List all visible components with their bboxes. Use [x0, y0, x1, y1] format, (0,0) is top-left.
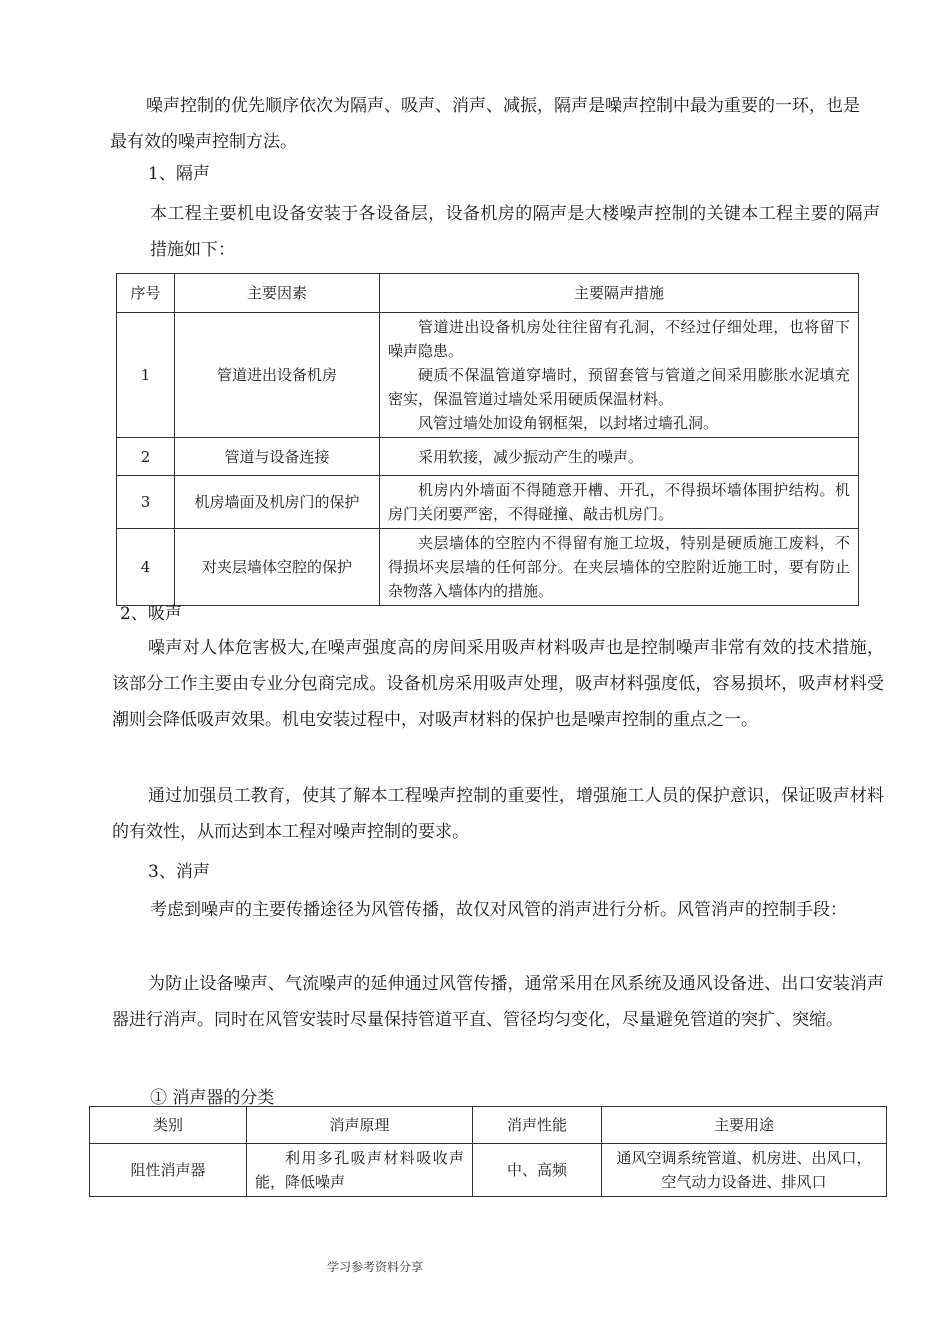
silencer-principle: [247, 1144, 473, 1197]
measure-text: 机房内外墙面不得随意开槽、开孔，不得损坏墙体围护结构。机房门关闭要严密，不得碰撞、敲击机房门。: [388, 481, 850, 523]
table2-header-usage: 主要用途: [602, 1107, 887, 1144]
row-measures: [380, 476, 859, 529]
section-heading-sound-insulation: 1、隔声: [148, 164, 210, 184]
row-measures: [380, 438, 859, 476]
section3-paragraph-2: 为防止设备噪声、气流噪声的延伸通过风管传播，通常采用在风系统及通风设备进、出口安装消声器进行消声。同时在风管安装时尽量保持管道平直、管径均匀变化，尽量避免管道的突扩、突缩。: [112, 974, 884, 1030]
table2-header-type: 类别: [90, 1107, 247, 1144]
table-row: [117, 529, 859, 606]
table-row: [117, 438, 859, 476]
silencer-type: 阻性消声器: [90, 1144, 247, 1197]
measure-text: 风管过墙处加设角钢框架，以封堵过墙孔洞。: [418, 414, 719, 432]
row-no: 1: [117, 313, 175, 438]
table-row: [117, 476, 859, 529]
row-measures: [380, 529, 859, 606]
section-heading-silencing: 3、消声: [148, 862, 210, 882]
section3-paragraph-1: 考虑到噪声的主要传播途径为风管传播，故仅对风管的消声进行分析。风管消声的控制手段：: [150, 900, 847, 920]
section2-paragraph-2: 通过加强员工教育，使其了解本工程噪声控制的重要性，增强施工人员的保护意识，保证吸声材料的有效性，从而达到本工程对噪声控制的要求。: [112, 786, 884, 842]
table-row: [117, 313, 859, 438]
row-measures: [380, 313, 859, 438]
table1-header-factor: 主要因素: [175, 274, 380, 313]
intro-paragraph: 噪声控制的优先顺序依次为隔声、吸声、消声、减振，隔声是噪声控制中最为重要的一环，也是最有效的噪声控制方法。: [110, 96, 860, 152]
row-factor: 对夹层墙体空腔的保护: [175, 529, 380, 606]
sound-insulation-table: [116, 273, 859, 606]
row-factor: 管道进出设备机房: [175, 313, 380, 438]
measure-text: 管道进出设备机房处往往留有孔洞，不经过仔细处理，也将留下噪声隐患。: [388, 318, 850, 360]
section-heading-sound-absorption: 2、吸声: [120, 604, 182, 624]
row-no: 2: [117, 438, 175, 476]
silencer-classification-table: [89, 1106, 887, 1197]
silencer-classification-heading: ① 消声器的分类: [150, 1088, 275, 1108]
silencer-performance: 中、高频: [473, 1144, 602, 1197]
row-factor: 管道与设备连接: [175, 438, 380, 476]
table2-header-performance: 消声性能: [473, 1107, 602, 1144]
measure-text: 硬质不保温管道穿墙时，预留套管与管道之间采用膨胀水泥填充密实，保温管道过墙处采用硬质保温材料。: [388, 366, 850, 408]
row-no: 4: [117, 529, 175, 606]
section1-paragraph: 本工程主要机电设备安装于各设备层，设备机房的隔声是大楼噪声控制的关键本工程主要的隔声措施如下：: [150, 204, 880, 260]
measure-text: 采用软接，减少振动产生的噪声。: [418, 447, 644, 466]
silencer-usage: 通风空调系统管道、机房进、出风口，空气动力设备进、排风口: [602, 1144, 887, 1197]
table1-header-measures: 主要隔声措施: [380, 274, 859, 313]
page-footer: 学习参考资料分享: [327, 1260, 424, 1274]
measure-text: 夹层墙体的空腔内不得留有施工垃圾，特别是硬质施工废料，不得损坏夹层墙的任何部分。在夹层墙体的空腔附近施工时，要有防止杂物落入墙体内的措施。: [388, 534, 850, 600]
table-row: [90, 1144, 887, 1197]
table2-header-principle: 消声原理: [247, 1107, 473, 1144]
principle-text: 利用多孔吸声材料吸收声能，降低噪声: [255, 1149, 464, 1191]
row-factor: 机房墙面及机房门的保护: [175, 476, 380, 529]
section2-paragraph-1: 噪声对人体危害极大,在噪声强度高的房间采用吸声材料吸声也是控制噪声非常有效的技术措施，该部分工作主要由专业分包商完成。设备机房采用吸声处理，吸声材料强度低，容易损坏，吸声材料受潮则会降低吸声效果。机电安装过程中，对吸声材料的保护也是噪声控制的重点之一。: [112, 638, 884, 730]
row-no: 3: [117, 476, 175, 529]
table1-header-no: 序号: [117, 274, 175, 313]
